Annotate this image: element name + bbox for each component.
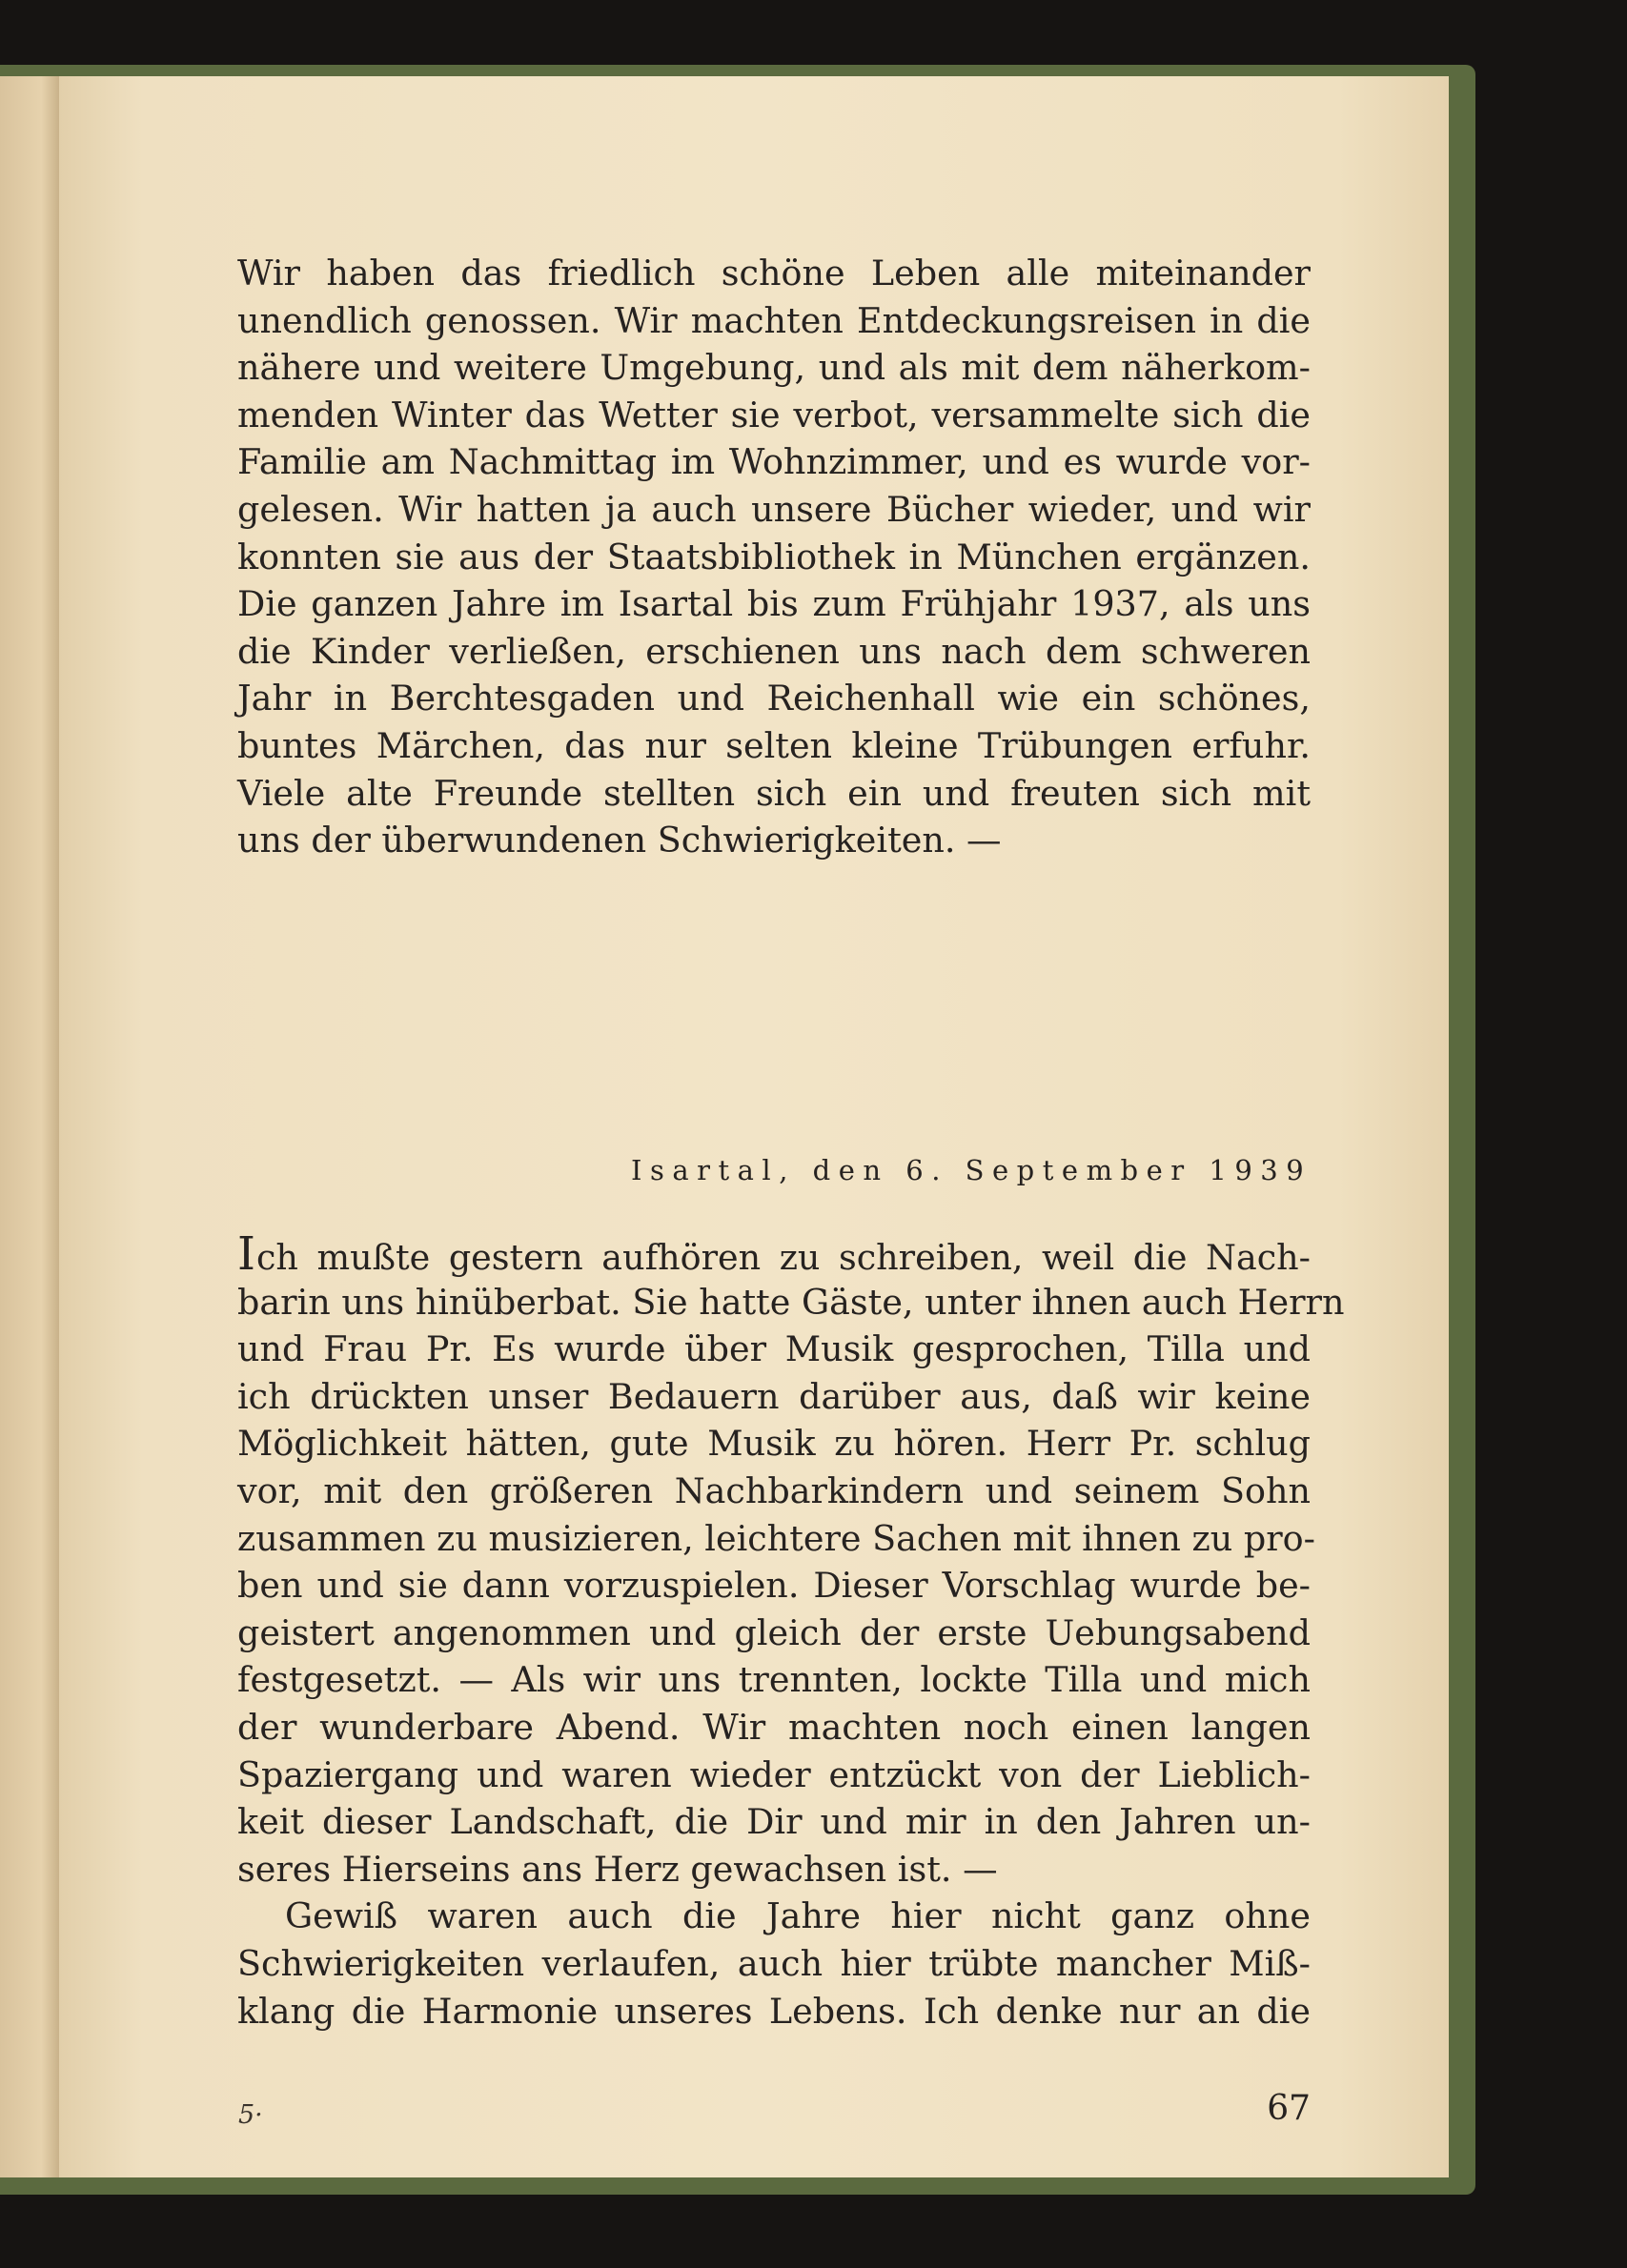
text-line: Möglichkeit hätten, gute Musik zu hören. Herr Pr. schlug	[237, 1423, 1311, 1465]
text-line: konnten sie aus der Staatsbibliothek in München ergänzen.	[237, 536, 1311, 577]
text-line: geistert angenommen und gleich der erste Uebungsabend	[237, 1611, 1311, 1653]
text-line: menden Winter das Wetter sie verbot, versammelte sich die	[237, 394, 1311, 435]
drop-initial: I	[237, 1227, 256, 1281]
text-line: Wir haben das friedlich schöne Leben alle miteinander	[237, 253, 1311, 294]
signature-mark: 5·	[238, 2100, 263, 2130]
book-page	[59, 76, 1449, 2177]
text-line: barin uns hinüberbat. Sie hatte Gäste, unter ihnen auch Herrn	[237, 1281, 1345, 1323]
text-line: Schwierigkeiten verlaufen, auch hier trübte mancher Miß-	[237, 1942, 1311, 1984]
paragraph-2	[237, 1227, 1345, 2035]
text-line: keit dieser Landschaft, die Dir und mir in den Jahren un-	[237, 1801, 1311, 1843]
text-line: uns der überwundenen Schwierigkeiten. —	[237, 820, 1002, 861]
text-line: Familie am Nachmittag im Wohnzimmer, und es wurde vor-	[237, 441, 1311, 483]
text-line: der wunderbare Abend. Wir machten noch einen langen	[237, 1706, 1311, 1748]
text-line: die Kinder verließen, erschienen uns nach dem schweren	[237, 630, 1311, 672]
text-line-first	[237, 1227, 1311, 1281]
text-line: buntes Märchen, das nur selten kleine Trübungen erfuhr.	[237, 724, 1311, 766]
text-line: Spaziergang und waren wieder entzückt von der Lieblich-	[237, 1753, 1311, 1795]
text-line: ben und sie dann vorzuspielen. Dieser Vorschlag wurde be-	[237, 1565, 1311, 1607]
page-number: 67	[1267, 2089, 1311, 2128]
text-line: vor, mit den größeren Nachbarkindern und seinem Sohn	[237, 1469, 1311, 1511]
text-line: nähere und weitere Umgebung, und als mit dem näherkom-	[237, 347, 1311, 389]
letter-dateline: Isartal, den 6. September 1939	[631, 1154, 1312, 1186]
text-line: Viele alte Freunde stellten sich ein und freuten sich mit	[237, 772, 1311, 814]
text-line: festgesetzt. — Als wir uns trennten, lockte Tilla und mich	[237, 1659, 1311, 1701]
text-line: zusammen zu musizieren, leichtere Sachen mit ihnen zu pro-	[237, 1517, 1315, 1559]
text-line: und Frau Pr. Es wurde über Musik gesprochen, Tilla und	[237, 1328, 1311, 1370]
previous-page-edge	[0, 76, 59, 2177]
text-line-first-rest: ch mußte gestern aufhören zu schreiben, weil die Nach-	[255, 1237, 1311, 1278]
text-line: ich drückten unser Bedauern darüber aus, daß wir keine	[237, 1375, 1311, 1417]
text-line: gelesen. Wir hatten ja auch unsere Bücher wieder, und wir	[237, 488, 1311, 530]
text-line: Jahr in Berchtesgaden und Reichenhall wie ein schönes,	[237, 678, 1311, 719]
text-line: Die ganzen Jahre im Isartal bis zum Frühjahr 1937, als uns	[237, 583, 1311, 625]
text-line: seres Hierseins ans Herz gewachsen ist. —	[237, 1848, 998, 1890]
text-line: unendlich genossen. Wir machten Entdeckungsreisen in die	[237, 299, 1311, 341]
text-line: klang die Harmonie unseres Lebens. Ich denke nur an die	[237, 1990, 1311, 2032]
text-line: Gewiß waren auch die Jahre hier nicht ganz ohne	[285, 1895, 1311, 1937]
paragraph-1	[237, 250, 1311, 864]
